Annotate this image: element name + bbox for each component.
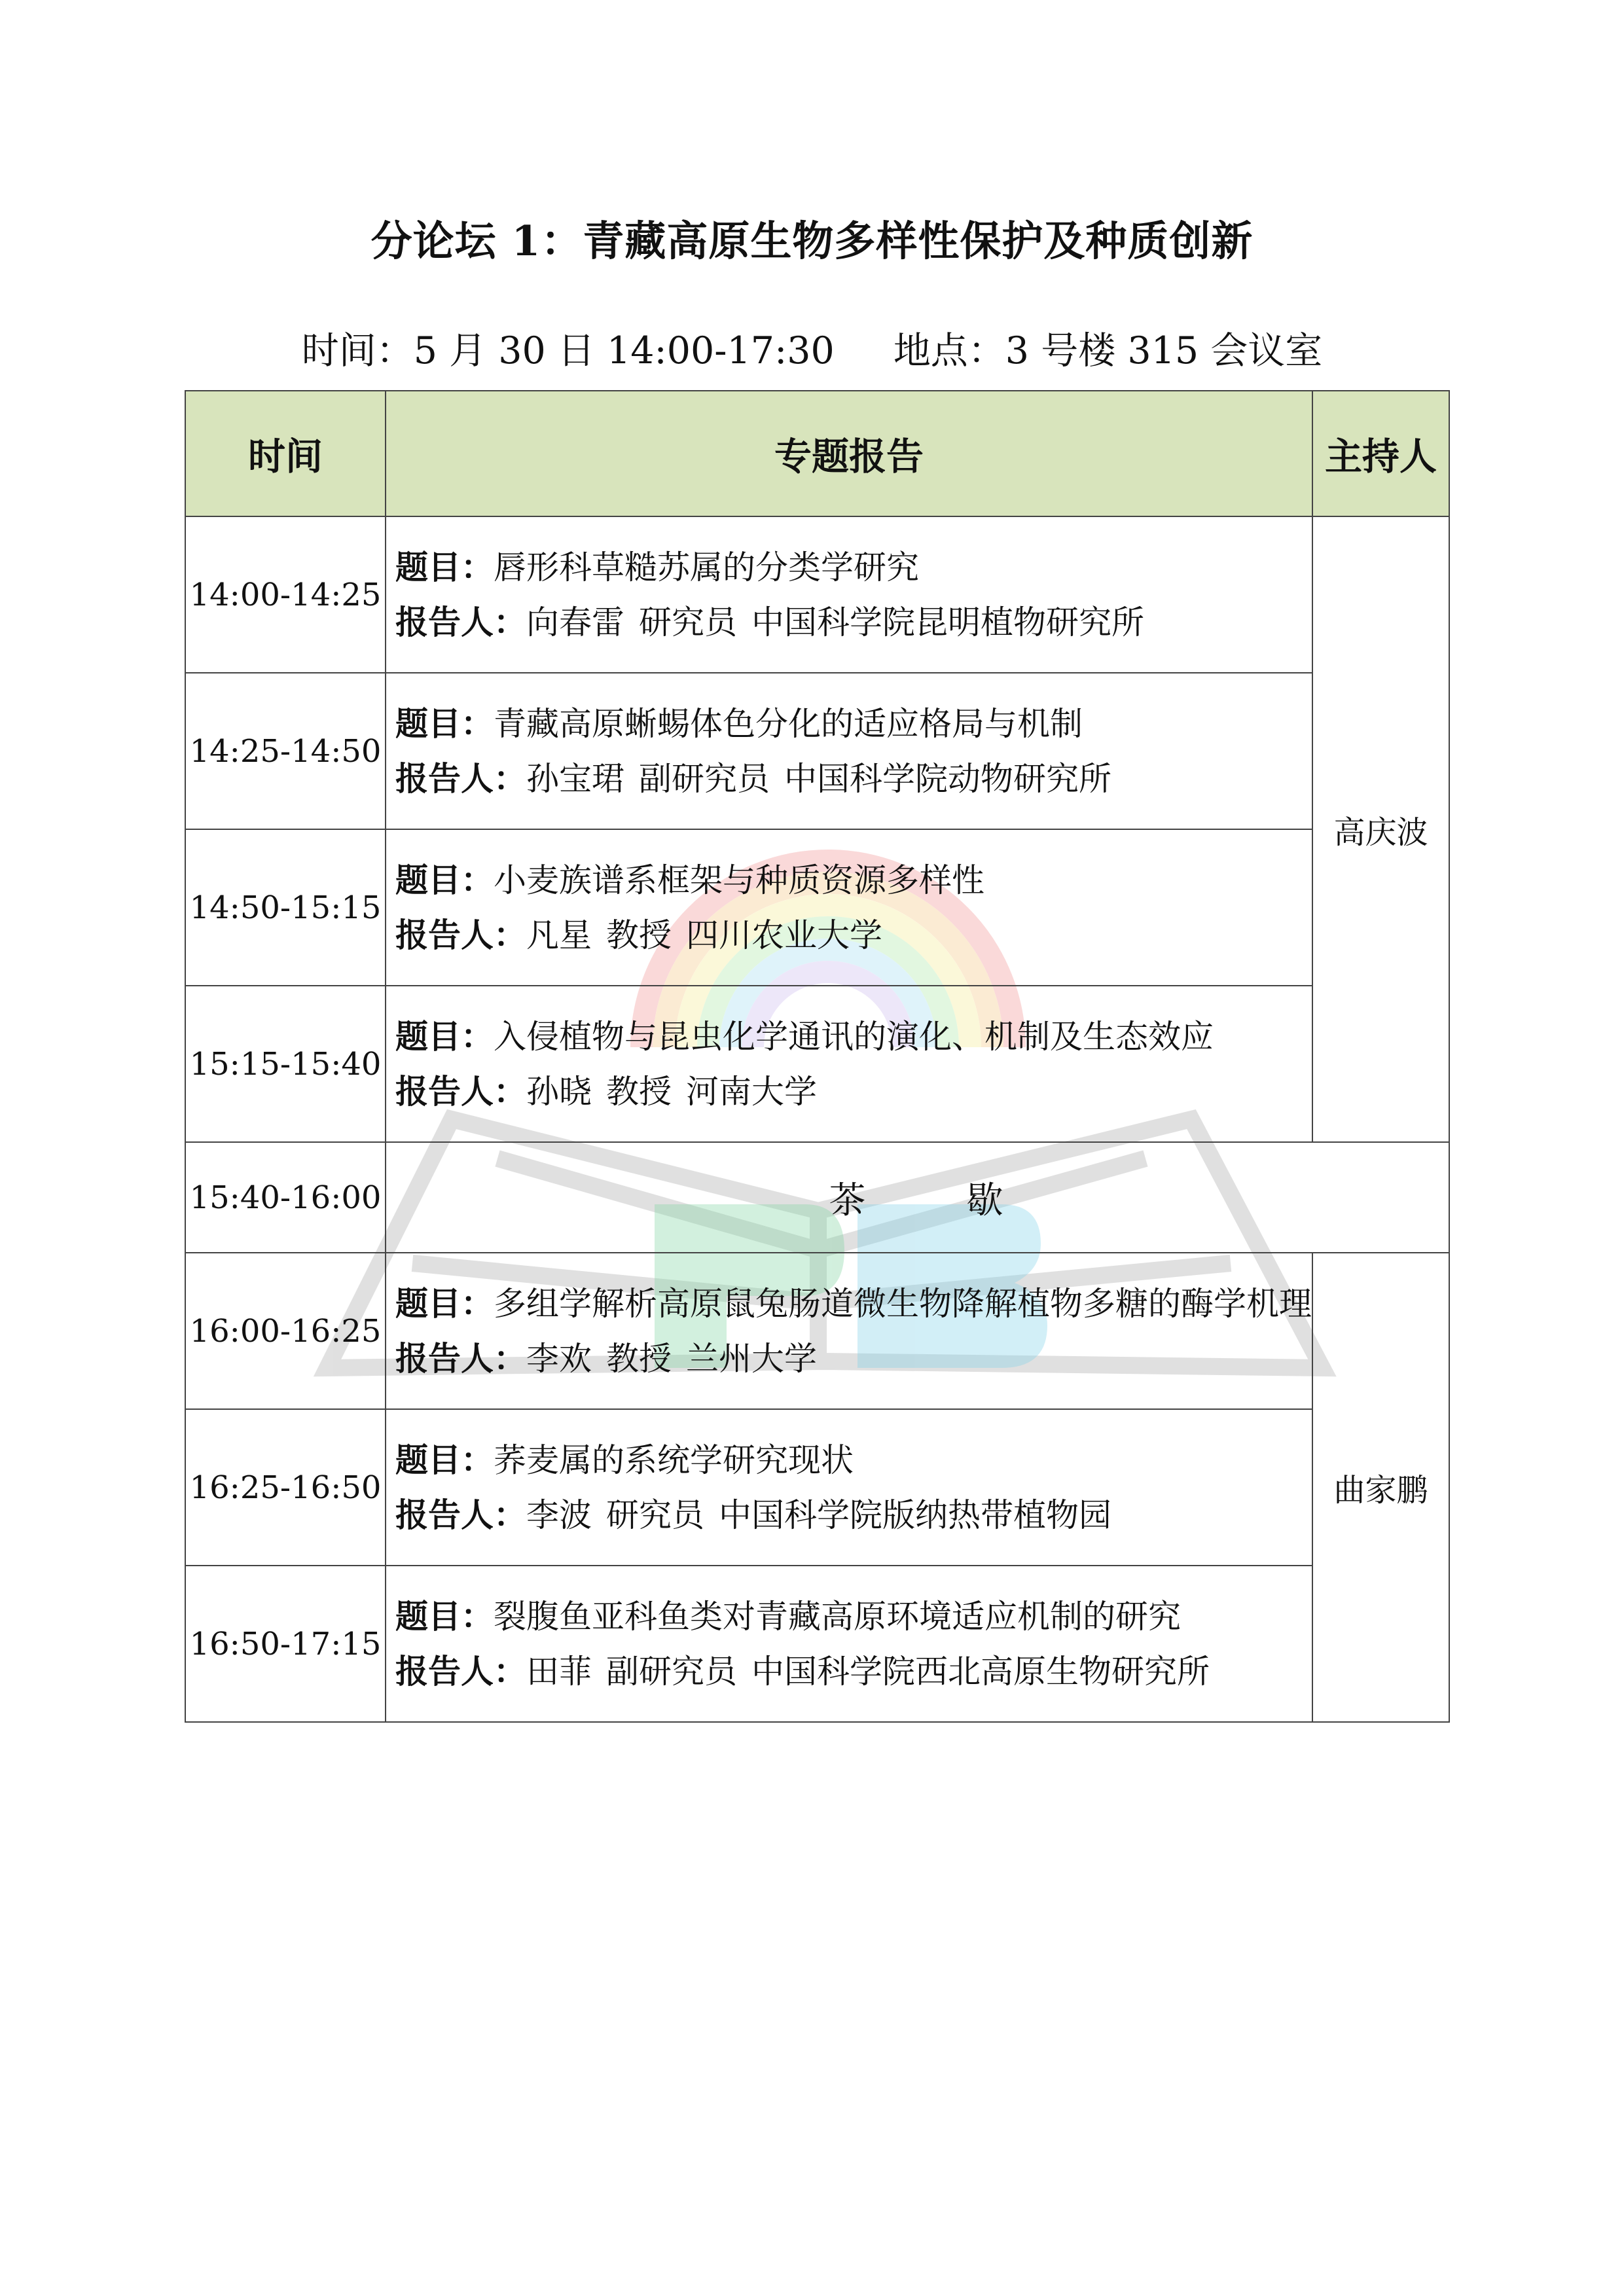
topic-title: 荞麦属的系统学研究现状 [494,1441,854,1479]
table-row [185,1566,1449,1722]
topic-title: 入侵植物与昆虫化学通讯的演化、机制及生态效应 [494,1017,1214,1056]
row-time: 16:50-17:15 [185,1566,386,1722]
speaker-org: 中国科学院昆明植物研究所 [751,603,1144,641]
row-time: 16:00-16:25 [185,1253,386,1409]
speaker-name: 孙晓 [526,1072,592,1111]
schedule-table [185,390,1450,1723]
row-time: 14:25-14:50 [185,673,386,829]
speaker-name: 向春雷 [526,603,624,641]
header-topic: 专题报告 [386,391,1312,516]
break-row [185,1142,1449,1253]
speaker-name: 孙宝珺 [526,759,624,798]
table-header-row [185,391,1449,516]
row-time: 16:25-16:50 [185,1409,386,1566]
table-row [185,673,1449,829]
speaker-org: 中国科学院动物研究所 [784,759,1111,798]
row-topic [386,1566,1312,1722]
speaker-title: 教授 [606,1072,672,1111]
speaker-title: 研究员 [639,603,737,641]
speaker-title: 副研究员 [606,1652,737,1691]
topic-label: 题目： [395,860,494,899]
host-cell: 曲家鹏 [1312,1253,1449,1722]
topic-label: 题目： [395,1016,494,1056]
speaker-org: 兰州大学 [686,1339,817,1378]
speaker-name: 田菲 [526,1652,592,1691]
row-topic [386,986,1312,1142]
speaker-name: 李欢 [526,1339,592,1378]
table-row [185,1409,1449,1566]
speaker-org: 河南大学 [686,1072,817,1111]
speaker-title: 教授 [606,1339,672,1378]
session-place: 地点：3 号楼 315 会议室 [893,329,1323,372]
table-row [185,516,1449,673]
row-topic [386,1253,1312,1409]
speaker-title: 教授 [606,916,672,954]
topic-label: 题目： [395,547,494,586]
speaker-org: 中国科学院西北高原生物研究所 [751,1652,1210,1691]
page-title: 分论坛 1：青藏高原生物多样性保护及种质创新 [370,217,1254,265]
row-topic [386,673,1312,829]
topic-title: 青藏高原蜥蜴体色分化的适应格局与机制 [494,704,1083,743]
speaker-org: 四川农业大学 [686,916,882,954]
speaker-label: 报告人： [395,1495,526,1534]
topic-title: 唇形科草糙苏属的分类学研究 [494,548,919,586]
header-time: 时间 [185,391,386,516]
speaker-org: 中国科学院版纳热带植物园 [719,1496,1111,1534]
table-row [185,1253,1449,1409]
topic-label: 题目： [395,1283,494,1323]
speaker-title: 研究员 [606,1496,704,1534]
speaker-name: 凡星 [526,916,592,954]
row-topic [386,829,1312,986]
row-time: 14:50-15:15 [185,829,386,986]
break-cell [386,1142,1449,1253]
speaker-label: 报告人： [395,1338,526,1378]
topic-label: 题目： [395,704,494,743]
row-time: 14:00-14:25 [185,516,386,673]
table-row [185,986,1449,1142]
topic-label: 题目： [395,1440,494,1479]
topic-title: 小麦族谱系框架与种质资源多样性 [494,861,984,899]
speaker-label: 报告人： [395,915,526,954]
session-meta [0,321,1624,374]
row-time: 15:15-15:40 [185,986,386,1142]
header-host: 主持人 [1312,391,1449,516]
topic-title: 裂腹鱼亚科鱼类对青藏高原环境适应机制的研究 [494,1597,1181,1636]
speaker-name: 李波 [526,1496,592,1534]
row-topic [386,1409,1312,1566]
topic-label: 题目： [395,1596,494,1636]
break-time: 15:40-16:00 [185,1142,386,1253]
speaker-label: 报告人： [395,759,526,798]
session-time: 时间：5 月 30 日 14:00-17:30 [301,329,835,372]
speaker-title: 副研究员 [639,759,770,798]
break-text-1: 茶 [829,1179,869,1222]
table-row [185,829,1449,986]
row-topic [386,516,1312,673]
speaker-label: 报告人： [395,602,526,641]
speaker-label: 报告人： [395,1071,526,1111]
topic-title: 多组学解析高原鼠兔肠道微生物降解植物多糖的酶学机理 [494,1284,1312,1323]
speaker-label: 报告人： [395,1651,526,1691]
host-cell: 高庆波 [1312,516,1449,1142]
break-text-2: 歇 [966,1179,1006,1222]
